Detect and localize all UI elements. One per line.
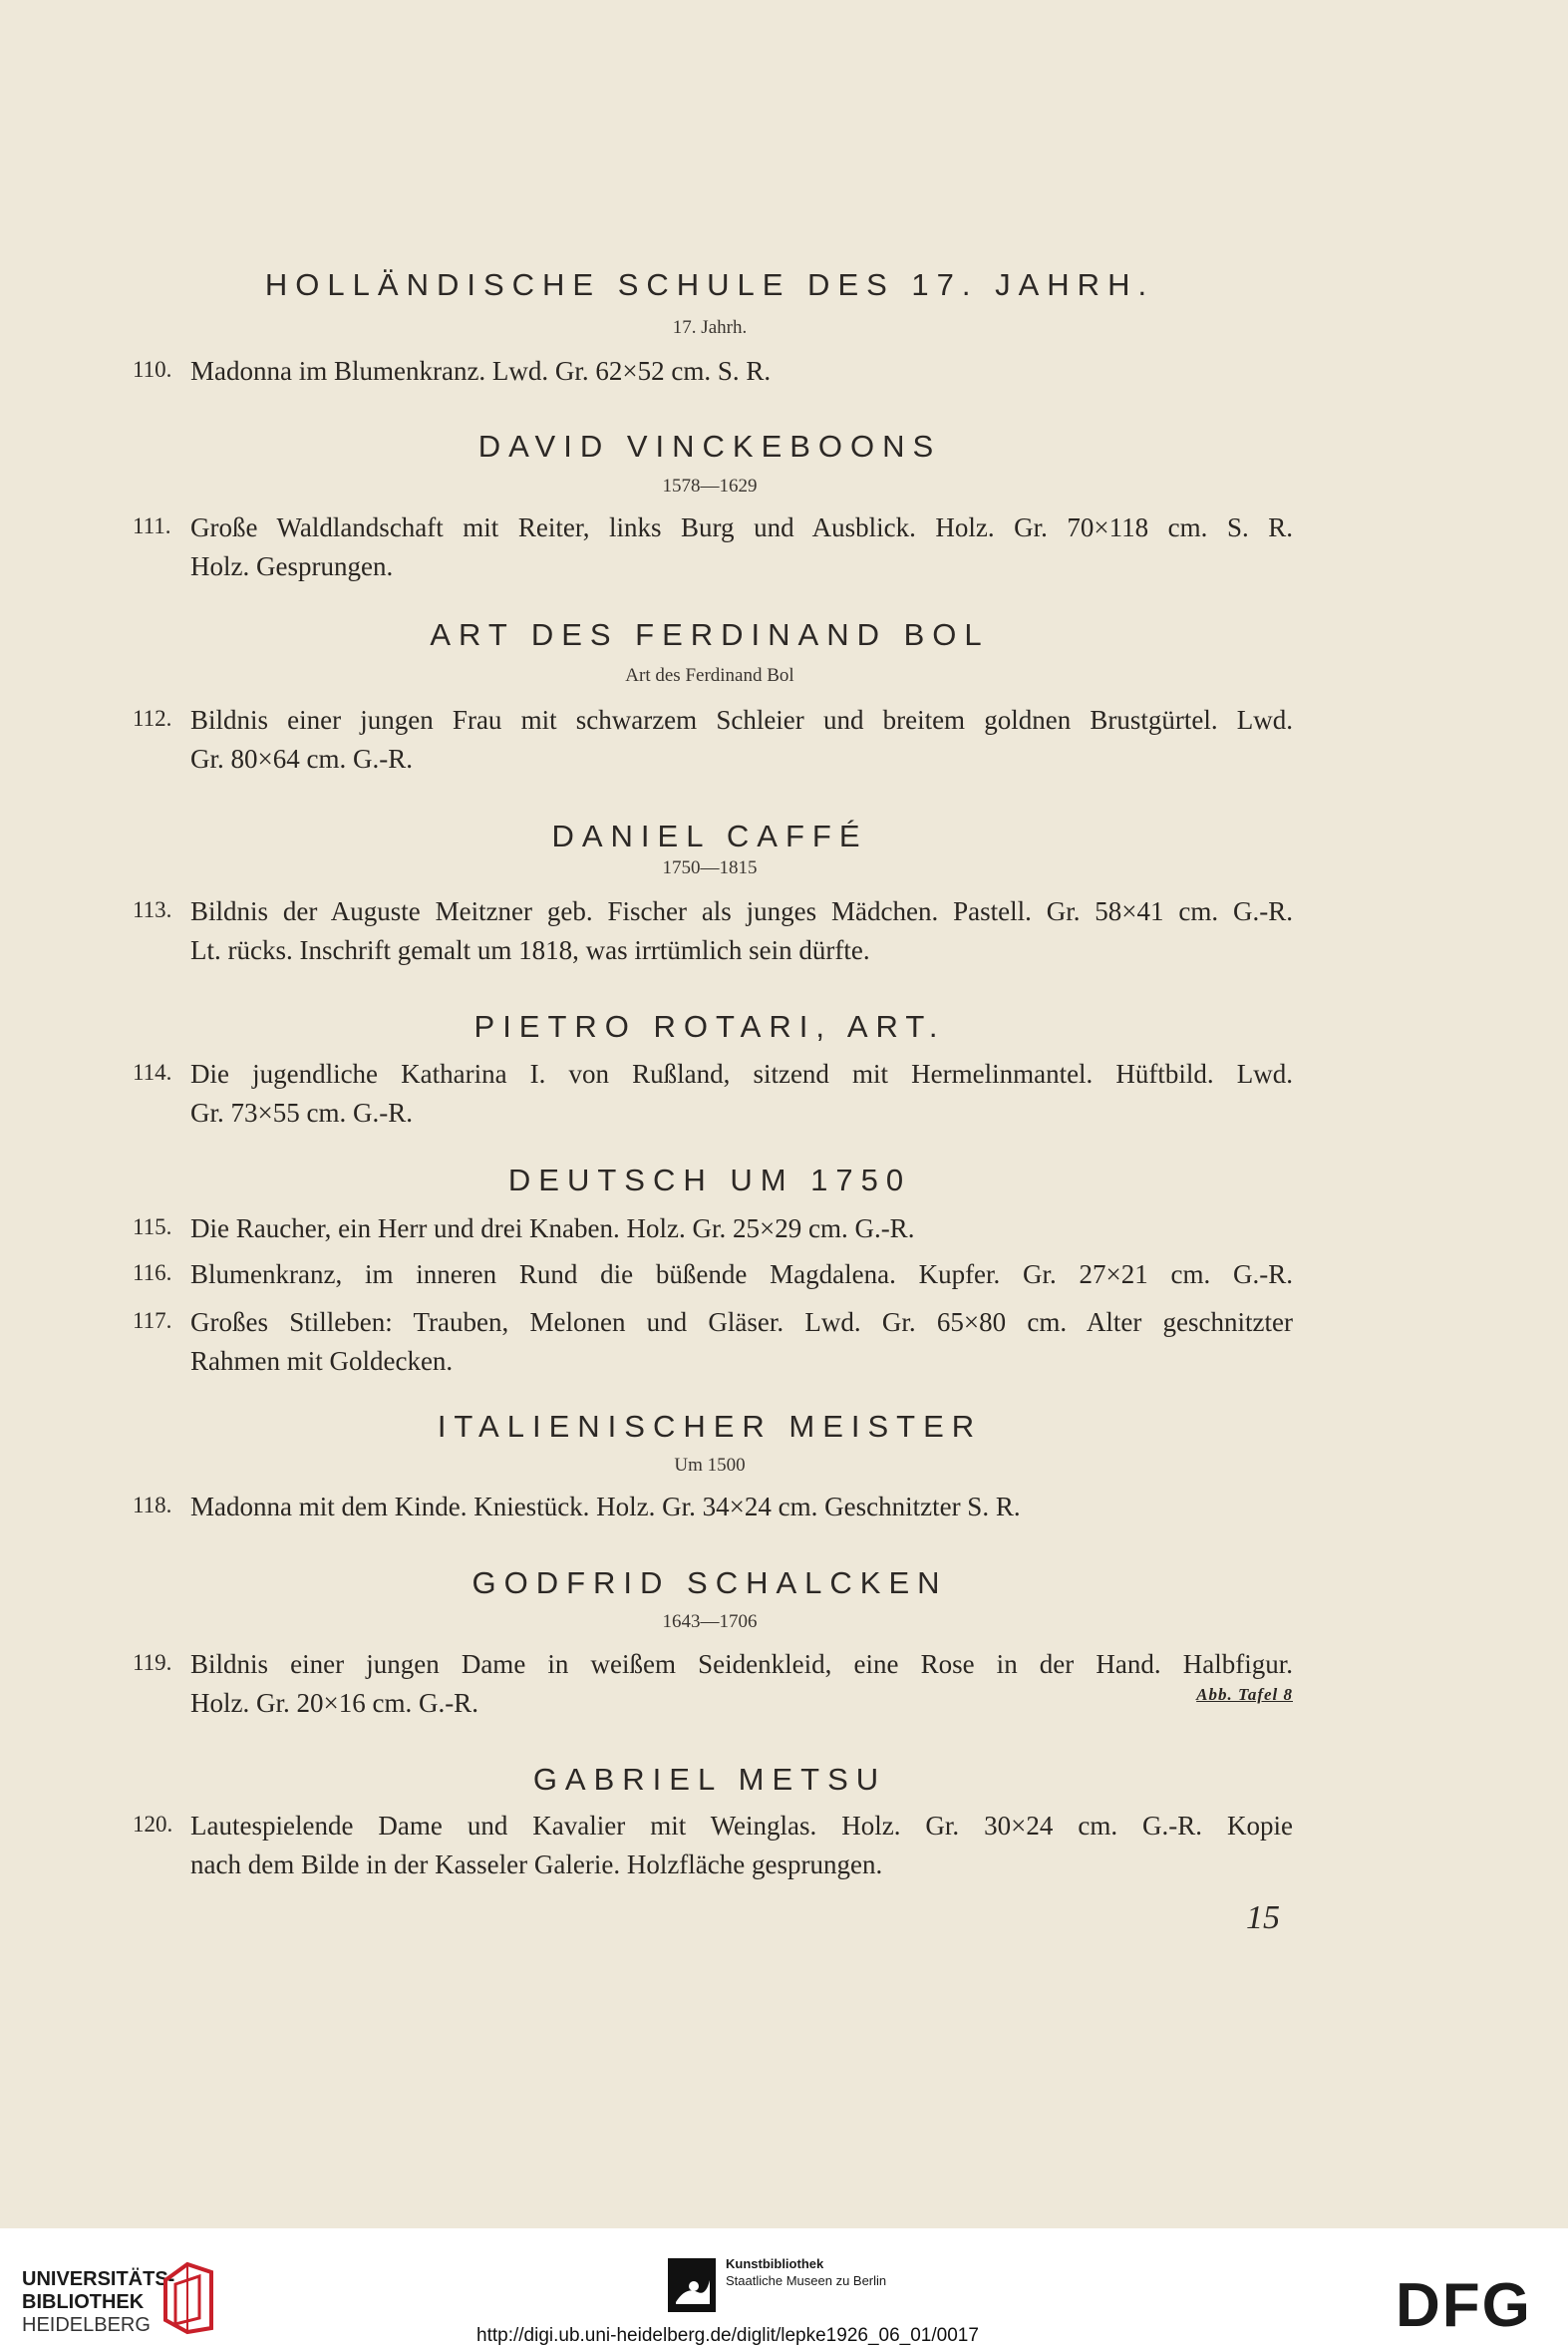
catalog-entry [133, 1488, 1293, 1526]
entry-line: Bildnis einer jungen Dame in weißem Seidenkleid, eine Rose in der Hand. Halbfigur. [190, 1649, 1293, 1679]
library-name[interactable] [22, 2268, 174, 2337]
entry-line: Blumenkranz, im inneren Rund die büßende Magdalena. Kupfer. Gr. 27×21 cm. G.-R. [190, 1259, 1293, 1289]
entry-line: Die jugendliche Katharina I. von Rußland, sitzend mit Hermelinmantel. Hüftbild. Lwd. [190, 1059, 1293, 1089]
artist-heading: DAVID VINCKEBOONS [477, 429, 942, 464]
entry-number: 111. [133, 513, 171, 538]
entry-line: Holz. Gesprungen. [190, 551, 394, 581]
entry-line: Großes Stilleben: Trauben, Melonen und Gläser. Lwd. Gr. 65×80 cm. Alter geschnitzter [190, 1307, 1293, 1337]
catalog-entry [133, 892, 1293, 970]
artist-dates: 1643—1706 [662, 1611, 758, 1632]
entry-number: 114. [133, 1060, 172, 1085]
entry-number: 110. [133, 357, 172, 382]
entry-line: nach dem Bilde in der Kasseler Galerie. Holzfläche gesprungen. [190, 1849, 883, 1879]
artist-heading: GABRIEL METSU [532, 1762, 887, 1797]
digitization-footer [0, 2228, 1568, 2349]
artist-heading: DEUTSCH UM 1750 [507, 1163, 912, 1197]
artist-heading: HOLLÄNDISCHE SCHULE DES 17. JAHRH. [264, 267, 1155, 302]
entry-line: Gr. 73×55 cm. G.-R. [190, 1098, 413, 1128]
catalog-entry [133, 508, 1293, 586]
page-number: 15 [1246, 1899, 1280, 1936]
library-name-line: HEIDELBERG [22, 2314, 151, 2336]
entry-number: 113. [133, 897, 172, 922]
catalog-entry [133, 1255, 1293, 1294]
artist-dates: Art des Ferdinand Bol [625, 665, 794, 686]
catalog-entry [133, 1303, 1293, 1381]
entry-line: Lautespielende Dame und Kavalier mit Weinglas. Holz. Gr. 30×24 cm. G.-R. Kopie [190, 1811, 1293, 1841]
artist-heading: GODFRID SCHALCKEN [471, 1565, 948, 1600]
catalog-entry [133, 352, 1293, 391]
artist-dates: 1578—1629 [662, 476, 758, 497]
library-name-line: BIBLIOTHEK [22, 2291, 145, 2313]
entry-line: Madonna mit dem Kinde. Kniestück. Holz. Gr. 34×24 cm. Geschnitzter S. R. [190, 1492, 1021, 1521]
heidelberg-library-logo-icon [157, 2258, 219, 2336]
kunstbibliothek-logo-icon [668, 2258, 716, 2312]
artist-dates: Um 1500 [674, 1455, 746, 1476]
catalog-entry [133, 1055, 1293, 1133]
artist-heading: DANIEL CAFFÉ [551, 819, 868, 853]
dfg-logo[interactable]: DFG [1396, 2271, 1532, 2340]
artist-heading: PIETRO ROTARI, ART. [473, 1009, 946, 1044]
entry-line: Große Waldlandschaft mit Reiter, links Burg und Ausblick. Holz. Gr. 70×118 cm. S. R. [190, 512, 1293, 542]
entry-number: 115. [133, 1214, 172, 1239]
artist-dates: 17. Jahrh. [672, 317, 748, 338]
catalog-entry [133, 1209, 1293, 1248]
catalog-entry [133, 1645, 1293, 1723]
entry-line: Die Raucher, ein Herr und drei Knaben. Holz. Gr. 25×29 cm. G.-R. [190, 1213, 915, 1243]
library-name-line: UNIVERSITÄTS- [22, 2268, 175, 2290]
entry-number: 116. [133, 1260, 172, 1285]
entry-line: Bildnis einer jungen Frau mit schwarzem Schleier und breitem goldnen Brustgürtel. Lwd. [190, 705, 1293, 735]
entry-number: 118. [133, 1493, 172, 1517]
kb-title: Kunstbibliothek [726, 2256, 824, 2271]
artist-heading: ART DES FERDINAND BOL [430, 617, 990, 652]
catalog-entry [133, 1807, 1293, 1884]
entry-line: Rahmen mit Goldecken. [190, 1346, 454, 1376]
entry-number: 117. [133, 1308, 172, 1333]
permalink-url[interactable]: http://digi.ub.uni-heidelberg.de/diglit/lepke1926_06_01/0017 [476, 2325, 979, 2346]
entry-number: 112. [133, 706, 172, 731]
entry-line: Lt. rücks. Inschrift gemalt um 1818, was irrtümlich sein dürfte. [190, 935, 870, 965]
entry-number: 119. [133, 1650, 172, 1675]
kunstbibliothek-label[interactable] [726, 2255, 886, 2289]
artist-dates: 1750—1815 [662, 857, 758, 878]
entry-line: Holz. Gr. 20×16 cm. G.-R. [190, 1688, 478, 1718]
artist-heading: ITALIENISCHER MEISTER [437, 1409, 983, 1444]
entry-line: Madonna im Blumenkranz. Lwd. Gr. 62×52 cm. S. R. [190, 356, 772, 386]
entry-number: 120. [133, 1812, 173, 1837]
plate-reference: Abb. Tafel 8 [1196, 1685, 1293, 1704]
kb-subtitle: Staatliche Museen zu Berlin [726, 2273, 887, 2288]
catalog-entry [133, 701, 1293, 779]
entry-line: Bildnis der Auguste Meitzner geb. Fischer als junges Mädchen. Pastell. Gr. 58×41 cm. G.-R. [190, 896, 1293, 926]
entry-line: Gr. 80×64 cm. G.-R. [190, 744, 413, 774]
